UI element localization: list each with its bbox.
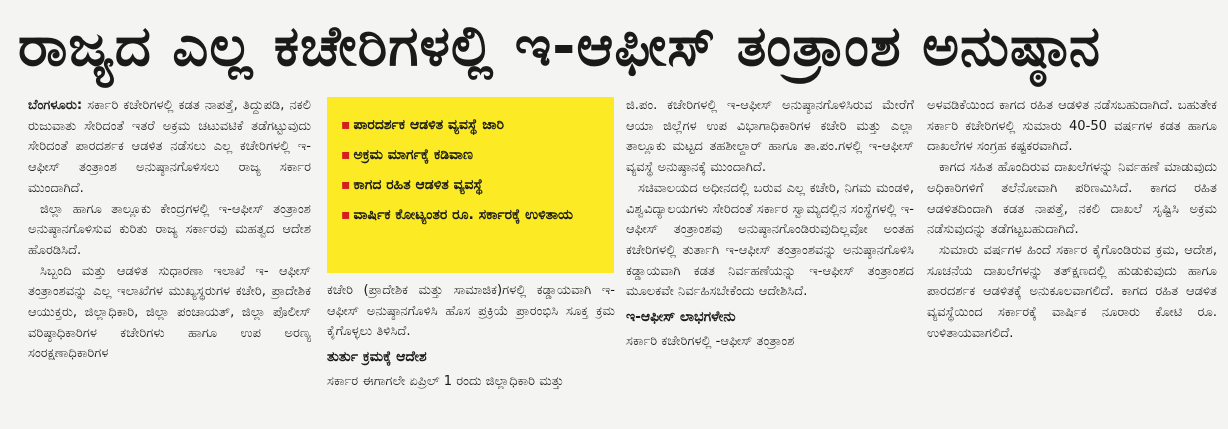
article-paragraph	[28, 96, 311, 200]
highlight-box	[327, 97, 614, 273]
highlight-item-text: ವಾರ್ಷಿಕ ಕೋಟ್ಯಂತರ ರೂ. ಸರ್ಕಾರಕ್ಕೆ ಉಳಿತಾಯ	[353, 207, 574, 223]
highlight-item	[341, 115, 608, 135]
dateline: ಬೆಂಗಳೂರು:	[28, 98, 83, 113]
article-paragraph: ಜಿಲ್ಲಾ ಹಾಗೂ ತಾಲ್ಲೂಕು ಕೇಂದ್ರಗಳಲ್ಲಿ ಇ-ಆಫೀಸ್ ತಂತ್ರಾಂಶ ಅನುಷ್ಠಾನಗೊಳಿಸುವ ಕುರಿತು ರಾಜ್ಯ ಸರ್ಕಾರವು ಮಹತ್ವದ ಆದೇಶ ಹೊರಡಿಸಿದೆ.	[28, 201, 311, 258]
article-column-2	[327, 281, 615, 393]
article-paragraph: ಕಚೇರಿ (ಪ್ರಾದೇಶಿಕ ಮತ್ತು ಸಾಮಾಜಿಕ)ಗಳಲ್ಲಿ ಕಡ್ಡಾಯವಾಗಿ ಇ-ಆಫೀಸ್ ಅನುಷ್ಠಾನಗೊಳಿಸಿ ಹೊಸ ಪ್ರಕ್ರಿಯೆ ಪ್ರಾರಂಭಿಸಿ ಸೂಕ್ತ ಕ್ರಮ ಕೈಗೊಳ್ಳಲು ತಿಳಿಸಿದೆ.	[327, 283, 615, 340]
highlight-item	[341, 145, 608, 165]
bullet-icon: ▪	[341, 207, 351, 223]
bullet-icon: ▪	[341, 117, 351, 133]
highlight-item	[341, 205, 608, 225]
article-paragraph: ಸರ್ಕಾರ ಈಗಾಗಲೇ ಏಪ್ರಿಲ್ 1 ರಂದು ಜಿಲ್ಲಾಧಿಕಾರಿ ಮತ್ತು	[327, 373, 564, 389]
bullet-icon: ▪	[341, 177, 351, 193]
paragraph-text: ಸರ್ಕಾರಿ ಕಚೇರಿಗಳಲ್ಲಿ ಕಡತ ನಾಪತ್ತೆ, ತಿದ್ದುಪಡಿ, ನಕಲಿ ರುಜುವಾತು ಸೇರಿದಂತೆ ಇತರೆ ಅಕ್ರಮ ಚಟುವಟಿಕೆ ತಡೆಗಟ್ಟುವುದು ಸೇರಿದಂತೆ ಪಾರದರ್ಶಕ ಆಡಳಿತ ನಡೆಸಲು ಎಲ್ಲ ಕಚೇರಿಗಳಲ್ಲಿ ಇ-ಆಫೀಸ್ ತಂತ್ರಾಂಶ ಅನುಷ್ಠಾನಗೊಳಿಸಲು ರಾಜ್ಯ ಸರ್ಕಾರ ಮುಂದಾಗಿದೆ.	[28, 98, 311, 196]
article-paragraph: ಸಚಿವಾಲಯದ ಅಧೀನದಲ್ಲಿ ಬರುವ ಎಲ್ಲ ಕಚೇರಿ, ನಿಗಮ ಮಂಡಳಿ, ವಿಶ್ವವಿದ್ಯಾಲಯಗಳು ಸೇರಿದಂತೆ ಸರ್ಕಾರ ಸ್ವಾಮ್ಯದಲ್ಲಿನ ಸಂಸ್ಥೆಗಳಲ್ಲಿ ಇ-ಆಫೀಸ್ ತಂತ್ರಾಂಶವು ಅನುಷ್ಠಾನಗೊಂಡಿರುವುದಿಲ್ಲವೋ ಅಂತಹ ಕಚೇರಿಗಳಲ್ಲಿ ತುರ್ತಾಗಿ ಇ-ಆಫೀಸ್ ತಂತ್ರಾಂಶವನ್ನು ಅನುಷ್ಠಾನಗೊಳಿಸಿ ಕಡ್ಡಾಯವಾಗಿ ಕಡತ ನಿರ್ವಹಣೆಯನ್ನು ಇ-ಆಫೀಸ್ ತಂತ್ರಾಂಶದ ಮೂಲಕವೇ ನಿರ್ವಹಿಸಬೇಕೆಂದು ಆದೇಶಿಸಿದೆ.	[626, 180, 914, 300]
article-paragraph: ಸಿಬ್ಬಂದಿ ಮತ್ತು ಆಡಳಿತ ಸುಧಾರಣಾ ಇಲಾಖೆ ಇ- ಆಫೀಸ್ ತಂತ್ರಾಂಶವನ್ನು ಎಲ್ಲ ಇಲಾಖೆಗಳ ಮುಖ್ಯಸ್ಥರುಗಳ ಕಚೇರಿ, ಪ್ರಾದೇಶಿಕ ಆಯುಕ್ತರು, ಜಿಲ್ಲಾಧಿಕಾರಿ, ಜಿಲ್ಲಾ ಪಂಚಾಯತ್, ಜಿಲ್ಲಾ ಪೊಲೀಸ್ ವರಿಷ್ಠಾಧಿಕಾರಿಗಳ ಕಚೇರಿಗಳು ಹಾಗೂ ಉಪ ಅರಣ್ಯ ಸಂರಕ್ಷಣಾಧಿಕಾರಿಗಳ	[28, 263, 311, 362]
article-column-4	[927, 96, 1217, 344]
headline: ರಾಜ್ಯದ ಎಲ್ಲ ಕಚೇರಿಗಳಲ್ಲಿ ಇ-ಆಫೀಸ್ ತಂತ್ರಾಂಶ ಅನುಷ್ಠಾನ	[18, 14, 1101, 79]
article-paragraph: ಜಿ.ಪಂ. ಕಚೇರಿಗಳಲ್ಲಿ ಇ-ಆಫೀಸ್ ಅನುಷ್ಠಾನಗೊಳಿಸಿರುವ ಮೇರೆಗೆ ಆಯಾ ಜಿಲ್ಲೆಗಳ ಉಪ ವಿಭಾಗಾಧಿಕಾರಿಗಳ ಕಚೇರಿ ಮತ್ತು ಎಲ್ಲಾ ತಾಲ್ಲೂಕು ಮಟ್ಟದ ತಹಶೀಲ್ದಾರ್ ಹಾಗೂ ತಾ.ಪಂ.ಗಳಲ್ಲಿ ಇ-ಆಫೀಸ್ ವ್ಯವಸ್ಥೆ ಅನುಷ್ಠಾನಕ್ಕೆ ಮುಂದಾಗಿದೆ.	[626, 98, 914, 176]
bullet-icon: ▪	[341, 147, 351, 163]
article-column-3	[626, 96, 914, 352]
subheading: ಇ-ಆಫೀಸ್ ಲಾಭಗಳೇನು	[626, 309, 736, 326]
article-paragraph: ಕಾಗದ ಸಹಿತ ಹೊಂದಿರುವ ದಾಖಲೆಗಳನ್ನು ನಿರ್ವಹಣೆ ಮಾಡುವುದು ಅಧಿಕಾರಿಗಳಿಗೆ ತಲೆನೋವಾಗಿ ಪರಿಣಮಿಸಿದೆ. ಕಾಗದ ರಹಿತ ಆಡಳಿತದಿಂದಾಗಿ ಕಡತ ನಾಪತ್ತೆ, ನಕಲಿ ದಾಖಲೆ ಸೃಷ್ಟಿಸಿ ಅಕ್ರಮ ನಡೆಸುವುದನ್ನು ತಡೆಗಟ್ಟಬಹುದಾಗಿದೆ.	[927, 160, 1217, 238]
article-column-1	[28, 96, 311, 365]
highlight-item-text: ಕಾಗದ ರಹಿತ ಆಡಳಿತ ವ್ಯವಸ್ಥೆ	[353, 177, 483, 193]
article-paragraph: ಅಳವಡಿಕೆಯಿಂದ ಕಾಗದ ರಹಿತ ಆಡಳಿತ ನಡೆಸಬಹುದಾಗಿದೆ. ಬಹುತೇಕ ಸರ್ಕಾರಿ ಕಚೇರಿಗಳಲ್ಲಿ ಸುಮಾರು 40-50 ವರ್ಷಗಳ ಕಡತ ಹಾಗೂ ದಾಖಲೆಗಳ ಸಂಗ್ರಹ ಕಷ್ಟಕರವಾಗಿದೆ.	[927, 98, 1217, 155]
article-paragraph: ಸರ್ಕಾರಿ ಕಚೇರಿಗಳಲ್ಲಿ -ಆಫೀಸ್ ತಂತ್ರಾಂಶ	[626, 333, 795, 349]
subheading: ತುರ್ತು ಕ್ರಮಕ್ಕೆ ಆದೇಶ	[327, 349, 427, 366]
highlight-item	[341, 175, 608, 195]
article-paragraph: ಸುಮಾರು ವರ್ಷಗಳ ಹಿಂದೆ ಸರ್ಕಾರ ಕೈಗೊಂಡಿರುವ ಕ್ರಮ, ಆದೇಶ, ಸೂಚನೆಯ ದಾಖಲೆಗಳನ್ನು ತತ್‌ಕ್ಷಣದಲ್ಲಿ ಹುಡುಕುವುದು ಹಾಗೂ ಪಾರದರ್ಶಕ ಆಡಳಿತಕ್ಕೆ ಅನುಕೂಲವಾಗಲಿದೆ. ಕಾಗದ ರಹಿತ ಆಡಳಿತ ವ್ಯವಸ್ಥೆಯಿಂದ ಸರ್ಕಾರಕ್ಕೆ ವಾರ್ಷಿಕ ನೂರಾರು ಕೋಟಿ ರೂ. ಉಳಿತಾಯವಾಗಲಿದೆ.	[927, 242, 1217, 341]
highlight-item-text: ಪಾರದರ್ಶಕ ಆಡಳಿತ ವ್ಯವಸ್ಥೆ ಜಾರಿ	[353, 117, 504, 133]
highlight-item-text: ಅಕ್ರಮ ಮಾರ್ಗಕ್ಕೆ ಕಡಿವಾಣ	[353, 147, 473, 163]
